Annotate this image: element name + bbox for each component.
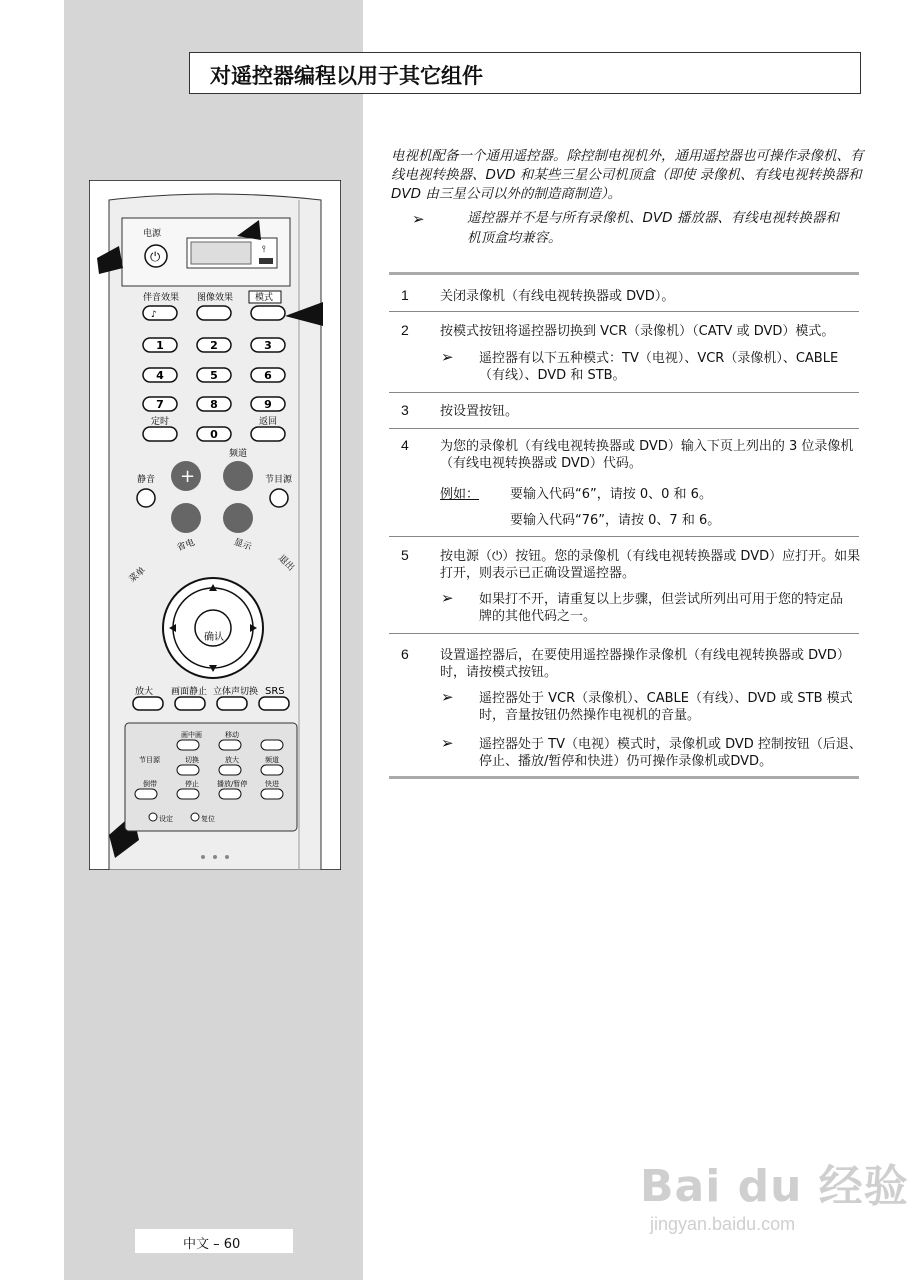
- example-label: 例如：: [440, 487, 480, 502]
- svg-text:⫯: ⫯: [262, 245, 266, 255]
- still-label: 画面静止: [171, 687, 208, 697]
- divider: [389, 536, 859, 537]
- source-label: 节目源: [265, 475, 293, 485]
- ff-button: [261, 789, 283, 799]
- note-arrow-icon: ➢: [412, 211, 425, 228]
- step-number: 2: [401, 322, 409, 338]
- digit-label: 9: [264, 398, 272, 411]
- example-line: 要输入代码“6”，请按 0、0 和 6。: [510, 487, 712, 502]
- page-number: 中文 – 60: [183, 1237, 241, 1252]
- remote-illustration: [89, 180, 341, 870]
- divider: [389, 392, 859, 393]
- digit-label: 5: [210, 369, 218, 382]
- digit-label: 3: [264, 339, 272, 352]
- srs-button: [259, 697, 289, 710]
- exit-label: 退出: [276, 553, 296, 574]
- srs-label: SRS: [265, 686, 285, 697]
- switch-label: 切换: [185, 756, 199, 764]
- svg-text:+: +: [180, 466, 196, 487]
- switch-button: [177, 765, 199, 775]
- note-arrow-icon: ➢: [441, 735, 454, 752]
- move-label: 移动: [225, 731, 239, 739]
- return-button: [251, 427, 285, 441]
- step-number: 1: [401, 287, 409, 303]
- reset-button: [191, 813, 199, 821]
- still-button: [175, 697, 205, 710]
- timer-label: 定时: [151, 417, 170, 427]
- step-number: 6: [401, 646, 409, 662]
- channel-label: 频道: [229, 449, 248, 459]
- step-note: 遥控器处于 VCR（录像机）、CABLE（有线）、DVD 或 STB 模式时，音量按钮仍然操作电视机的音量。: [479, 691, 853, 723]
- stereo-button: [217, 697, 247, 710]
- digit-label: 2: [210, 339, 218, 352]
- step-number: 4: [401, 437, 409, 453]
- set-label: 设定: [159, 815, 173, 823]
- source2-label: 节目源: [139, 756, 160, 764]
- title-box: [189, 52, 861, 94]
- zoom-button: [133, 697, 163, 710]
- down-button: [261, 765, 283, 775]
- channel-down-button: [223, 503, 253, 533]
- sound-effect-label: 伴音效果: [143, 293, 180, 303]
- picture-effect-button: [197, 306, 231, 320]
- digit-label: 8: [210, 398, 218, 411]
- step-note: 遥控器处于 TV（电视）模式时，录像机或 DVD 控制按钮（后退、停止、播放/暂停和快进）仍可操作录像机或DVD。: [479, 737, 862, 769]
- rew-label: 倒带: [143, 780, 157, 788]
- step-note: 遥控器有以下五种模式：TV（电视）、VCR（录像机）、CABLE（有线）、DVD 和 STB。: [479, 351, 839, 383]
- play-button: [219, 789, 241, 799]
- intro-paragraph: 电视机配备一个通用遥控器。除控制电视机外，通用遥控器也可操作录像机、有线电视转换器、DVD 和某些三星公司机顶盒（即使 录像机、有线电视转换器和DVD 由三星公司以外的制造商制造）。: [391, 148, 864, 202]
- picture-effect-label: 图像效果: [197, 293, 234, 303]
- stereo-label: 立体声切换: [213, 687, 259, 697]
- svg-text:♪: ♪: [151, 310, 157, 320]
- channel-up-button: [223, 461, 253, 491]
- enlarge-button: [219, 765, 241, 775]
- step-text: 设置遥控器后，在要使用遥控器操作录像机（有线电视转换器或 DVD）时，请按模式按钮。: [440, 648, 850, 680]
- note-arrow-icon: ➢: [441, 590, 454, 607]
- play-label: 播放/暂停: [217, 780, 248, 788]
- sound-effect-button: [143, 306, 177, 320]
- digit-label: 7: [156, 398, 164, 411]
- divider: [389, 776, 859, 779]
- ff-label: 快进: [265, 780, 279, 788]
- pip-label: 画中画: [181, 731, 202, 739]
- example-line: 要输入代码“76”，请按 0、7 和 6。: [510, 513, 721, 528]
- digit-label: 0: [210, 428, 218, 441]
- watermark-logo: Bai du 经验: [640, 1161, 909, 1212]
- power-label: 电源: [143, 229, 162, 239]
- watermark-url: jingyan.baidu.com: [650, 1214, 796, 1234]
- enlarge-label: 放大: [225, 756, 239, 764]
- baidu-watermark: [640, 1150, 909, 1234]
- step-note: 如果打不开，请重复以上步骤，但尝试所列出可用于您的特定品牌的其他代码之一。: [479, 592, 844, 624]
- move-button: [219, 740, 241, 750]
- step-text: 为您的录像机（有线电视转换器或 DVD）输入下页上列出的 3 位录像机（有线电视转换器或 DVD）代码。: [440, 439, 854, 471]
- pip-button: [177, 740, 199, 750]
- step-text: 关闭录像机（有线电视转换器或 DVD）。: [440, 289, 675, 304]
- divider: [389, 311, 859, 312]
- return-label: 返回: [259, 417, 278, 427]
- set-button: [149, 813, 157, 821]
- ok-label: 确认: [204, 632, 224, 643]
- channel2-label: 频道: [265, 756, 279, 764]
- divider: [389, 633, 859, 634]
- zoom-label: 放大: [135, 687, 154, 697]
- step-text: 按模式按钮将遥控器切换到 VCR（录像机）（CATV 或 DVD）模式。: [440, 324, 835, 339]
- source-button: [270, 489, 288, 507]
- intro-note: 遥控器并不是与所有录像机、DVD 播放器、有线电视转换器和机顶盒均兼容。: [467, 210, 839, 246]
- digit-label: 6: [264, 369, 272, 382]
- rew-button: [135, 789, 157, 799]
- display-label: 显示: [232, 537, 253, 553]
- step-text: 按设置按钮。: [440, 404, 519, 419]
- divider: [389, 272, 859, 275]
- step-text: 按电源（⏻）按钮。您的录像机（有线电视转换器或 DVD）应打开。如果打开，则表示已正确设置遥控器。: [440, 549, 861, 581]
- note-arrow-icon: ➢: [441, 689, 454, 706]
- note-arrow-icon: ➢: [441, 349, 454, 366]
- step-number: 3: [401, 402, 409, 418]
- timer-button: [143, 427, 177, 441]
- mute-button: [137, 489, 155, 507]
- stop-label: 停止: [185, 780, 199, 788]
- mode-button: [251, 306, 285, 320]
- menu-label: 菜单: [127, 565, 148, 585]
- mode-label: 模式: [255, 293, 274, 303]
- save-label: 省电: [175, 537, 197, 554]
- digit-label: 4: [156, 369, 164, 382]
- power-icon: ⏻: [150, 250, 161, 265]
- volume-down-button: [171, 503, 201, 533]
- step-number: 5: [401, 547, 409, 563]
- digit-label: 1: [156, 339, 164, 352]
- up-button: [261, 740, 283, 750]
- stop-button: [177, 789, 199, 799]
- mute-label: 静音: [137, 475, 156, 485]
- divider: [389, 428, 859, 429]
- reset-label: 复位: [201, 815, 215, 823]
- page-title: 对遥控器编程以用于其它组件: [210, 64, 483, 88]
- page-footer: [135, 1229, 293, 1253]
